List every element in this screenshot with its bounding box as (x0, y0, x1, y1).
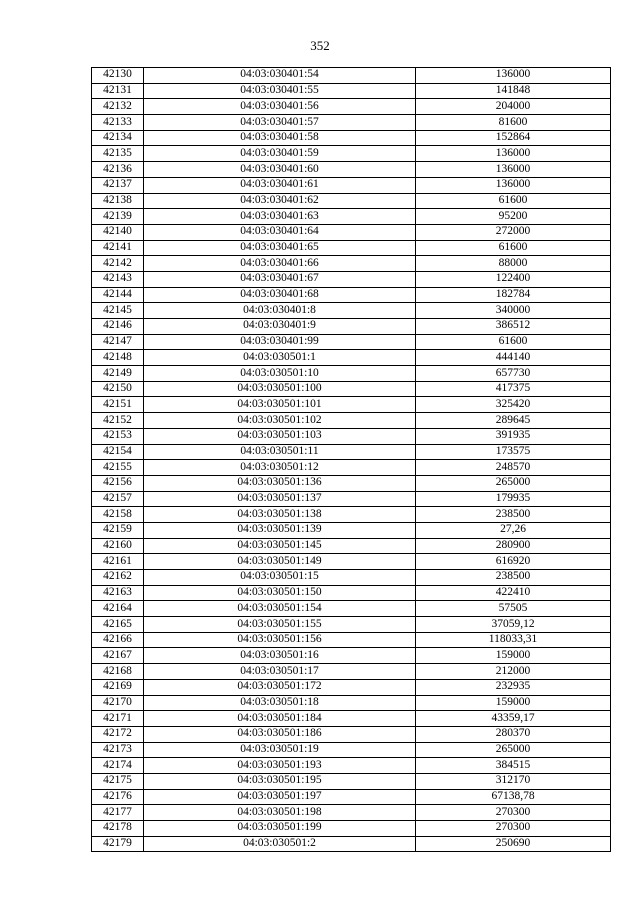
cadastral-number-cell: 04:03:030501:136 (144, 475, 416, 491)
table-row (92, 68, 611, 84)
value-cell: 270300 (416, 805, 611, 821)
table-row (92, 130, 611, 146)
cadastral-number-cell: 04:03:030501:199 (144, 821, 416, 837)
value-cell: 280370 (416, 726, 611, 742)
value-cell: 141848 (416, 83, 611, 99)
cadastral-number-cell: 04:03:030401:8 (144, 303, 416, 319)
table-row (92, 805, 611, 821)
table-row (92, 428, 611, 444)
table-row (92, 758, 611, 774)
table-row (92, 350, 611, 366)
value-cell: 265000 (416, 475, 611, 491)
cadastral-number-cell: 04:03:030501:12 (144, 460, 416, 476)
row-number-cell: 42147 (92, 334, 144, 350)
cadastral-number-cell: 04:03:030401:62 (144, 193, 416, 209)
table-row (92, 554, 611, 570)
table-row (92, 303, 611, 319)
cadastral-number-cell: 04:03:030501:18 (144, 695, 416, 711)
cadastral-number-cell: 04:03:030401:58 (144, 130, 416, 146)
table-row (92, 444, 611, 460)
value-cell: 238500 (416, 570, 611, 586)
row-number-cell: 42148 (92, 350, 144, 366)
row-number-cell: 42139 (92, 209, 144, 225)
table-row (92, 570, 611, 586)
value-cell: 136000 (416, 177, 611, 193)
row-number-cell: 42174 (92, 758, 144, 774)
value-cell: 422410 (416, 585, 611, 601)
row-number-cell: 42157 (92, 491, 144, 507)
row-number-cell: 42138 (92, 193, 144, 209)
table-row (92, 522, 611, 538)
row-number-cell: 42133 (92, 115, 144, 131)
value-cell: 37059,12 (416, 617, 611, 633)
value-cell: 272000 (416, 224, 611, 240)
row-number-cell: 42159 (92, 522, 144, 538)
row-number-cell: 42171 (92, 711, 144, 727)
cadastral-number-cell: 04:03:030401:67 (144, 271, 416, 287)
cadastral-number-cell: 04:03:030501:100 (144, 381, 416, 397)
value-cell: 391935 (416, 428, 611, 444)
cadastral-number-cell: 04:03:030401:63 (144, 209, 416, 225)
cadastral-number-cell: 04:03:030501:10 (144, 366, 416, 382)
cadastral-number-cell: 04:03:030401:66 (144, 256, 416, 272)
row-number-cell: 42177 (92, 805, 144, 821)
value-cell: 61600 (416, 193, 611, 209)
value-cell: 27,26 (416, 522, 611, 538)
table-row (92, 162, 611, 178)
row-number-cell: 42155 (92, 460, 144, 476)
table-row (92, 413, 611, 429)
row-number-cell: 42164 (92, 601, 144, 617)
cadastral-number-cell: 04:03:030401:99 (144, 334, 416, 350)
table-row (92, 617, 611, 633)
table-row (92, 209, 611, 225)
table-row (92, 773, 611, 789)
row-number-cell: 42179 (92, 836, 144, 852)
row-number-cell: 42144 (92, 287, 144, 303)
value-cell: 136000 (416, 162, 611, 178)
cadastral-number-cell: 04:03:030501:138 (144, 507, 416, 523)
cadastral-number-cell: 04:03:030501:15 (144, 570, 416, 586)
table-row (92, 664, 611, 680)
row-number-cell: 42162 (92, 570, 144, 586)
table-row (92, 146, 611, 162)
row-number-cell: 42178 (92, 821, 144, 837)
table-row (92, 695, 611, 711)
value-cell: 657730 (416, 366, 611, 382)
row-number-cell: 42152 (92, 413, 144, 429)
value-cell: 152864 (416, 130, 611, 146)
value-cell: 179935 (416, 491, 611, 507)
row-number-cell: 42161 (92, 554, 144, 570)
cadastral-number-cell: 04:03:030501:2 (144, 836, 416, 852)
cadastral-number-cell: 04:03:030401:60 (144, 162, 416, 178)
value-cell: 81600 (416, 115, 611, 131)
table-row (92, 366, 611, 382)
cadastral-number-cell: 04:03:030501:172 (144, 679, 416, 695)
row-number-cell: 42156 (92, 475, 144, 491)
cadastral-number-cell: 04:03:030501:155 (144, 617, 416, 633)
value-cell: 238500 (416, 507, 611, 523)
cadastral-number-cell: 04:03:030501:145 (144, 538, 416, 554)
value-cell: 182784 (416, 287, 611, 303)
table-row (92, 271, 611, 287)
table-row (92, 475, 611, 491)
value-cell: 159000 (416, 648, 611, 664)
table-row (92, 334, 611, 350)
row-number-cell: 42136 (92, 162, 144, 178)
table-row (92, 821, 611, 837)
cadastral-number-cell: 04:03:030401:59 (144, 146, 416, 162)
table-row (92, 601, 611, 617)
cadastral-number-cell: 04:03:030501:19 (144, 742, 416, 758)
value-cell: 325420 (416, 397, 611, 413)
row-number-cell: 42143 (92, 271, 144, 287)
cadastral-number-cell: 04:03:030401:54 (144, 68, 416, 84)
table-row (92, 726, 611, 742)
cadastral-number-cell: 04:03:030501:195 (144, 773, 416, 789)
value-cell: 232935 (416, 679, 611, 695)
row-number-cell: 42151 (92, 397, 144, 413)
row-number-cell: 42173 (92, 742, 144, 758)
table-row (92, 711, 611, 727)
table-row (92, 648, 611, 664)
value-cell: 340000 (416, 303, 611, 319)
row-number-cell: 42135 (92, 146, 144, 162)
row-number-cell: 42169 (92, 679, 144, 695)
value-cell: 444140 (416, 350, 611, 366)
table-row (92, 240, 611, 256)
cadastral-number-cell: 04:03:030401:56 (144, 99, 416, 115)
cadastral-number-cell: 04:03:030501:154 (144, 601, 416, 617)
table-row (92, 507, 611, 523)
value-cell: 386512 (416, 319, 611, 335)
cadastral-number-cell: 04:03:030401:57 (144, 115, 416, 131)
row-number-cell: 42131 (92, 83, 144, 99)
row-number-cell: 42158 (92, 507, 144, 523)
row-number-cell: 42167 (92, 648, 144, 664)
row-number-cell: 42146 (92, 319, 144, 335)
row-number-cell: 42166 (92, 632, 144, 648)
value-cell: 88000 (416, 256, 611, 272)
row-number-cell: 42137 (92, 177, 144, 193)
table-row (92, 381, 611, 397)
value-cell: 248570 (416, 460, 611, 476)
value-cell: 280900 (416, 538, 611, 554)
table-row (92, 632, 611, 648)
cadastral-value-table (91, 67, 611, 852)
cadastral-number-cell: 04:03:030501:184 (144, 711, 416, 727)
value-cell: 250690 (416, 836, 611, 852)
cadastral-number-cell: 04:03:030501:101 (144, 397, 416, 413)
row-number-cell: 42165 (92, 617, 144, 633)
value-cell: 136000 (416, 146, 611, 162)
row-number-cell: 42134 (92, 130, 144, 146)
table-row (92, 742, 611, 758)
table-row (92, 287, 611, 303)
value-cell: 57505 (416, 601, 611, 617)
row-number-cell: 42141 (92, 240, 144, 256)
cadastral-number-cell: 04:03:030501:186 (144, 726, 416, 742)
cadastral-number-cell: 04:03:030401:55 (144, 83, 416, 99)
cadastral-number-cell: 04:03:030501:156 (144, 632, 416, 648)
table-row (92, 491, 611, 507)
table-row (92, 789, 611, 805)
value-cell: 95200 (416, 209, 611, 225)
cadastral-number-cell: 04:03:030501:11 (144, 444, 416, 460)
row-number-cell: 42149 (92, 366, 144, 382)
row-number-cell: 42132 (92, 99, 144, 115)
cadastral-number-cell: 04:03:030501:149 (144, 554, 416, 570)
row-number-cell: 42140 (92, 224, 144, 240)
cadastral-number-cell: 04:03:030501:150 (144, 585, 416, 601)
cadastral-number-cell: 04:03:030401:9 (144, 319, 416, 335)
cadastral-number-cell: 04:03:030501:17 (144, 664, 416, 680)
row-number-cell: 42168 (92, 664, 144, 680)
row-number-cell: 42145 (92, 303, 144, 319)
table-row (92, 397, 611, 413)
row-number-cell: 42160 (92, 538, 144, 554)
table-row (92, 177, 611, 193)
value-cell: 384515 (416, 758, 611, 774)
cadastral-number-cell: 04:03:030401:61 (144, 177, 416, 193)
table-row (92, 115, 611, 131)
page-number: 352 (310, 38, 330, 53)
table-row (92, 99, 611, 115)
cadastral-number-cell: 04:03:030501:139 (144, 522, 416, 538)
cadastral-number-cell: 04:03:030501:102 (144, 413, 416, 429)
value-cell: 212000 (416, 664, 611, 680)
table-row (92, 319, 611, 335)
row-number-cell: 42154 (92, 444, 144, 460)
table-row (92, 585, 611, 601)
row-number-cell: 42142 (92, 256, 144, 272)
value-cell: 270300 (416, 821, 611, 837)
row-number-cell: 42163 (92, 585, 144, 601)
value-cell: 417375 (416, 381, 611, 397)
table-row (92, 83, 611, 99)
value-cell: 265000 (416, 742, 611, 758)
row-number-cell: 42130 (92, 68, 144, 84)
cadastral-number-cell: 04:03:030401:65 (144, 240, 416, 256)
row-number-cell: 42153 (92, 428, 144, 444)
cadastral-number-cell: 04:03:030501:137 (144, 491, 416, 507)
table-row (92, 256, 611, 272)
cadastral-number-cell: 04:03:030501:197 (144, 789, 416, 805)
table-body (92, 68, 611, 852)
value-cell: 43359,17 (416, 711, 611, 727)
value-cell: 122400 (416, 271, 611, 287)
value-cell: 136000 (416, 68, 611, 84)
table-row (92, 836, 611, 852)
value-cell: 61600 (416, 240, 611, 256)
value-cell: 289645 (416, 413, 611, 429)
table-row (92, 224, 611, 240)
row-number-cell: 42175 (92, 773, 144, 789)
table-row (92, 460, 611, 476)
cadastral-number-cell: 04:03:030401:64 (144, 224, 416, 240)
value-cell: 61600 (416, 334, 611, 350)
value-cell: 173575 (416, 444, 611, 460)
cadastral-number-cell: 04:03:030501:16 (144, 648, 416, 664)
value-cell: 204000 (416, 99, 611, 115)
value-cell: 616920 (416, 554, 611, 570)
cadastral-number-cell: 04:03:030501:103 (144, 428, 416, 444)
row-number-cell: 42150 (92, 381, 144, 397)
table-row (92, 538, 611, 554)
value-cell: 312170 (416, 773, 611, 789)
cadastral-number-cell: 04:03:030501:198 (144, 805, 416, 821)
table-row (92, 679, 611, 695)
value-cell: 159000 (416, 695, 611, 711)
row-number-cell: 42176 (92, 789, 144, 805)
cadastral-number-cell: 04:03:030501:1 (144, 350, 416, 366)
table-row (92, 193, 611, 209)
cadastral-number-cell: 04:03:030401:68 (144, 287, 416, 303)
value-cell: 67138,78 (416, 789, 611, 805)
row-number-cell: 42172 (92, 726, 144, 742)
cadastral-number-cell: 04:03:030501:193 (144, 758, 416, 774)
value-cell: 118033,31 (416, 632, 611, 648)
row-number-cell: 42170 (92, 695, 144, 711)
